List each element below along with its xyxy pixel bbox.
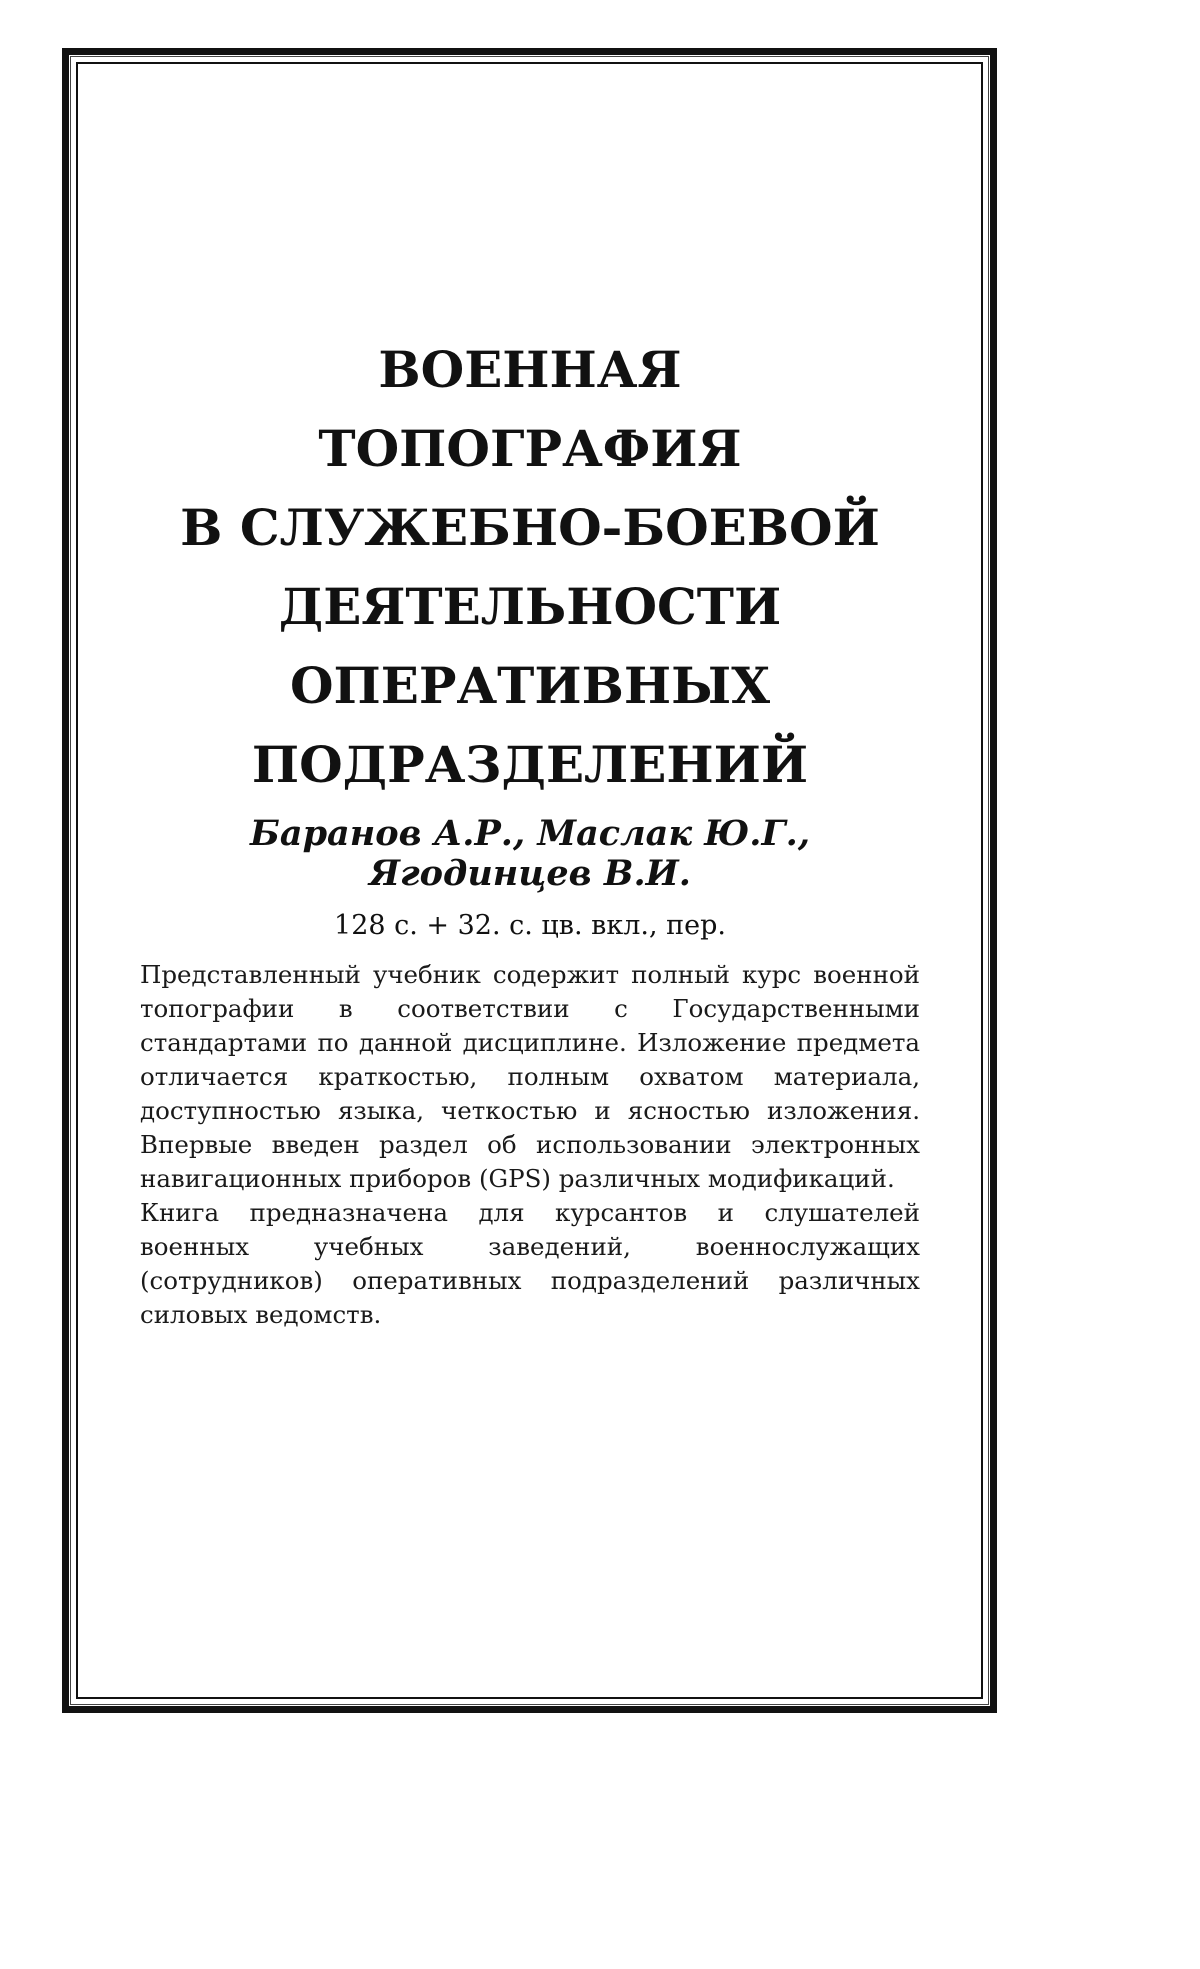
authors-line: Баранов А.Р., Маслак Ю.Г., (250, 813, 810, 854)
title-line: ДЕЯТЕЛЬНОСТИ (278, 577, 782, 636)
title-line: ПОДРАЗДЕЛЕНИЙ (251, 735, 809, 794)
book-description (140, 958, 920, 1332)
title-line: ОПЕРАТИВНЫХ (289, 656, 771, 715)
authors-line: Ягодинцев В.И. (369, 853, 691, 894)
title-line: В СЛУЖЕБНО-БОЕВОЙ (180, 498, 880, 557)
title-line: ВОЕННАЯ (378, 340, 682, 399)
description-paragraph: Книга предназначена для курсантов и слушателей военных учебных заведений, военнослужащих (сотрудников) оперативных подразделений различных силовых ведомств. (140, 1198, 920, 1329)
book-authors (140, 814, 920, 894)
book-pages-info: 128 с. + 32. с. цв. вкл., пер. (334, 910, 726, 941)
description-paragraph: Представленный учебник содержит полный курс военной топографии в соответствии с Государственными стандартами по данной дисциплине. Изложение предмета отличается краткостью, полным охватом материала, доступностью языка, четкостью и ясностью изложения. Впервые введен раздел об использовании электронных навигационных приборов (GPS) различных модификаций. (140, 960, 920, 1193)
title-line: ТОПОГРАФИЯ (318, 419, 742, 478)
book-title (140, 330, 920, 804)
book-card (140, 330, 920, 1332)
